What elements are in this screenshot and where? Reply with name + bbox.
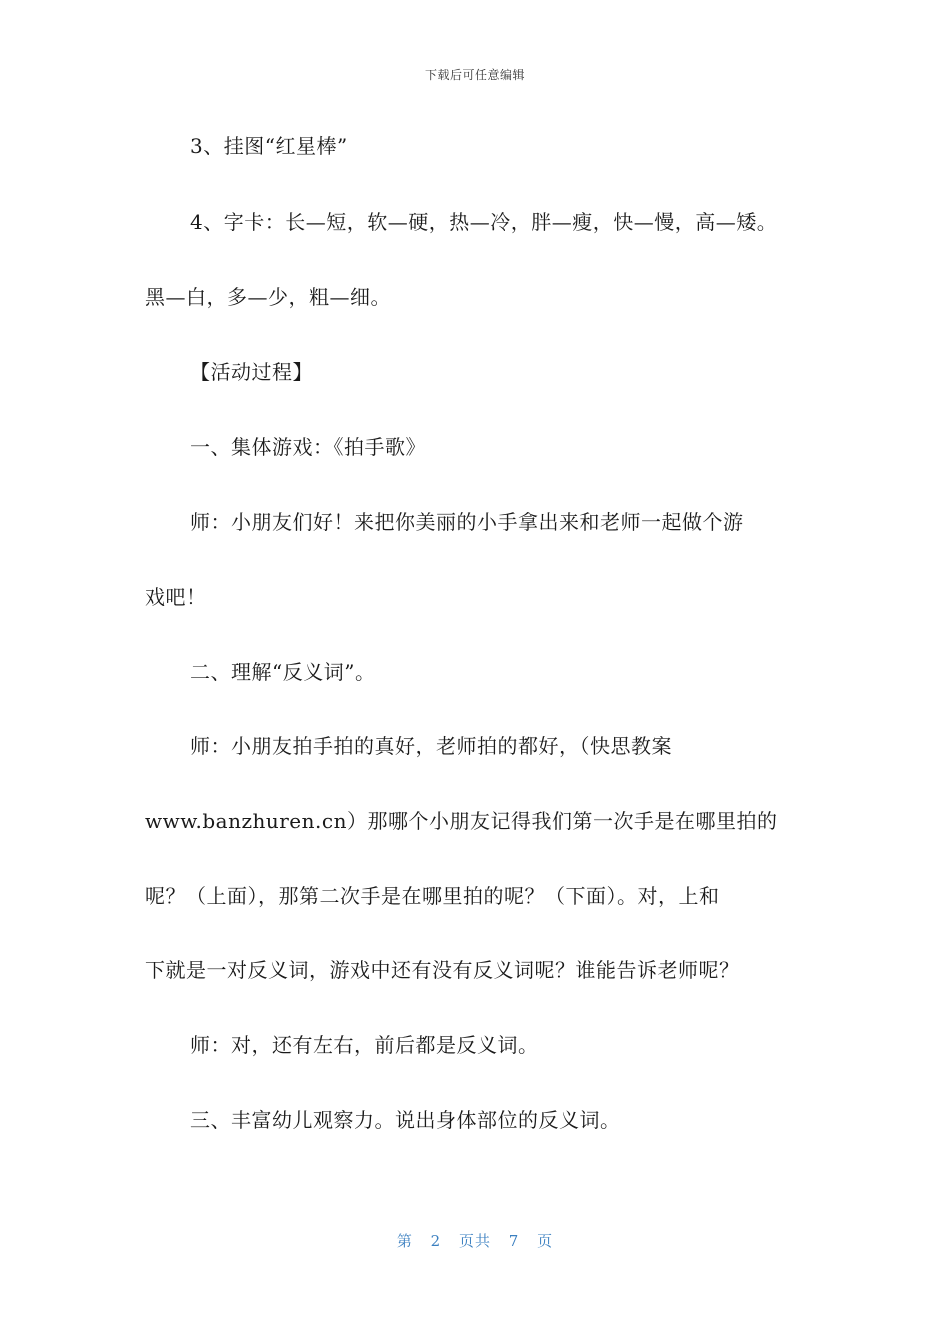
teacher-line-2-cont-1: www.banzhuren.cn）那哪个小朋友记得我们第一次手是在哪里拍的 xyxy=(145,809,778,833)
teacher-line-2-cont-2: 呢？（上面），那第二次手是在哪里拍的呢？（下面）。对，上和 xyxy=(145,884,720,908)
step-2-heading: 二、理解“反义词”。 xyxy=(190,660,376,684)
teacher-line-1-cont: 戏吧！ xyxy=(145,585,207,609)
item-4-word-cards-cont: 黑—白，多—少，粗—细。 xyxy=(145,285,391,309)
teacher-line-3: 师：对，还有左右，前后都是反义词。 xyxy=(190,1033,539,1057)
section-activity-process: 【活动过程】 xyxy=(190,360,313,384)
step-3-heading: 三、丰富幼儿观察力。说出身体部位的反义词。 xyxy=(190,1108,621,1132)
item-3-chart: 3、挂图“红星棒” xyxy=(190,134,348,158)
teacher-line-1: 师：小朋友们好！来把你美丽的小手拿出来和老师一起做个游 xyxy=(190,510,744,534)
page-header-note: 下载后可任意编辑 xyxy=(424,68,525,82)
teacher-line-2-cont-3: 下就是一对反义词，游戏中还有没有反义词呢？谁能告诉老师呢？ xyxy=(145,958,740,982)
step-1-heading: 一、集体游戏：《拍手歌》 xyxy=(190,435,426,459)
teacher-line-2: 师：小朋友拍手拍的真好，老师拍的都好，（快思教案 xyxy=(190,734,672,758)
item-4-word-cards: 4、字卡：长—短，软—硬，热—冷，胖—瘦，快—慢，高—矮。 xyxy=(190,210,778,234)
page-number-footer: 第 2 页共 7 页 xyxy=(396,1232,554,1250)
